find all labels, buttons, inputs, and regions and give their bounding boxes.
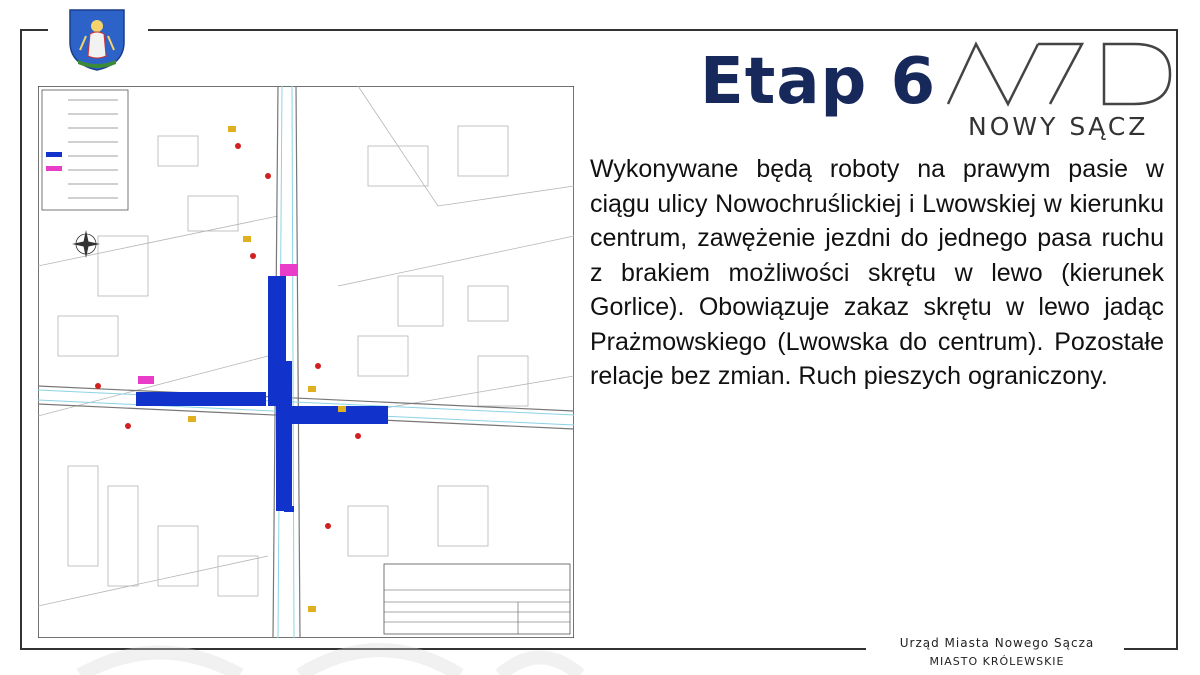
- logo-subtitle: NOWY SĄCZ: [968, 112, 1149, 141]
- frame-right-line: [1176, 29, 1178, 649]
- footer-city-motto: MIASTO KRÓLEWSKIE: [929, 655, 1065, 668]
- traffic-organization-map: [38, 86, 574, 638]
- slide-title: Etap 6: [700, 45, 937, 119]
- footer-office-name: Urząd Miasta Nowego Sącza: [899, 636, 1095, 650]
- frame-top-line: [148, 29, 1178, 31]
- frame-bottom-right-line: [1124, 648, 1178, 650]
- stage-description: Wykonywane będą roboty na prawym pasie w ciągu ulicy Nowochruślickiej i Lwowskiej w kierunku centrum, zawężenie jezdni do jednego pasa ruchu z brakiem możliwości skrętu w lewo (kierunek Gorlice). Obowiązuje zakaz skrętu w lewo jadąc Prażmowskiego (Lwowska do centrum). Pozostałe relacje bez zmian. Ruch pieszych ograniczony.: [590, 155, 1164, 390]
- frame-top-left-line: [20, 29, 48, 31]
- city-coat-of-arms-icon: [66, 6, 128, 72]
- coat-of-arms-watermark: [40, 630, 600, 675]
- frame-left-line: [20, 29, 22, 649]
